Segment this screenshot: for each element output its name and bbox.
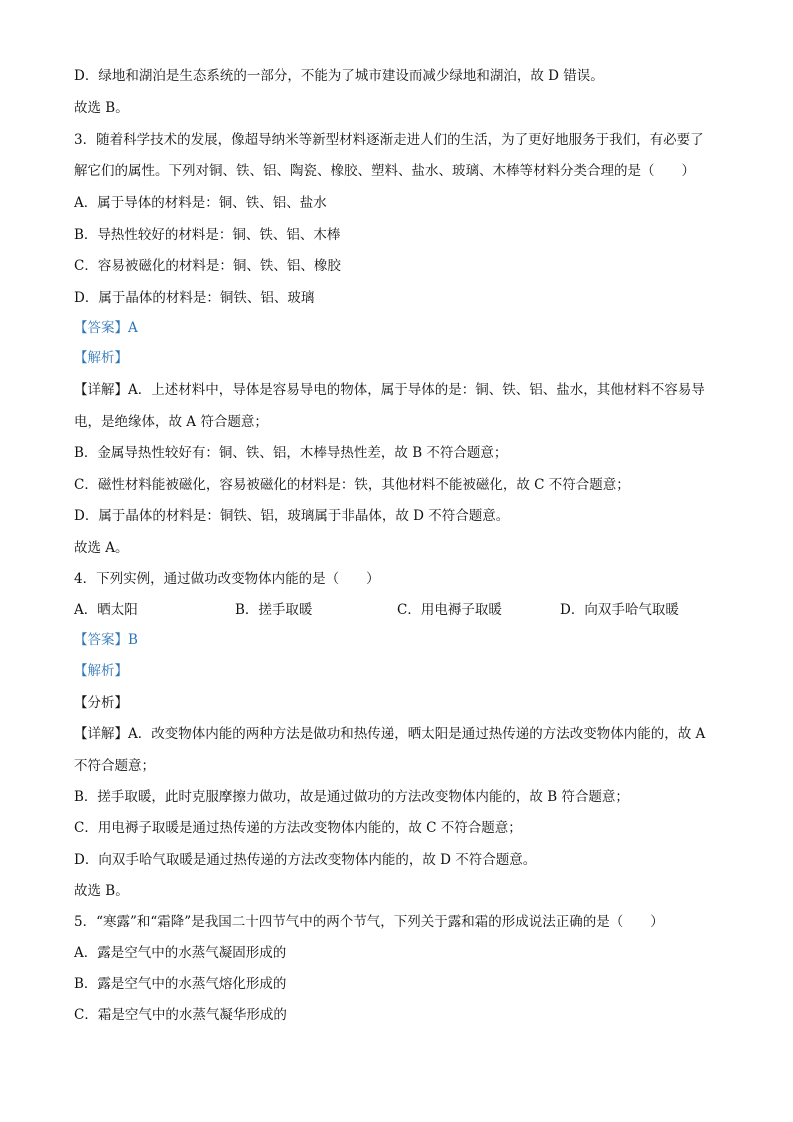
explanation-line: 电，是绝缘体，故 A 符合题意； (74, 414, 268, 430)
question-5-option-b: B．露是空气中的水蒸气熔化形成的 (74, 976, 287, 992)
explanation-line: D．向双手哈气取暖是通过热传递的方法改变物体内能的，故 D 不符合题意。 (74, 852, 537, 868)
conclusion-line: 故选 B。 (74, 883, 129, 899)
question-3-option-a: A．属于导体的材料是：铜、铁、铝、盐水 (74, 195, 327, 211)
question-5-stem: 5．“寒露”和“霜降”是我国二十四节气中的两个节气，下列关于露和霜的形成说法正确的是（ ） (74, 914, 664, 930)
question-3-option-b: B．导热性较好的材料是：铜、铁、铝、木棒 (74, 227, 341, 243)
answer-label: 【答案】A (74, 320, 138, 336)
explanation-line: C．用电褥子取暖是通过热传递的方法改变物体内能的，故 C 不符合题意； (74, 820, 522, 836)
question-3-stem-cont: 解它们的属性。下列对铜、铁、铝、陶瓷、橡胶、塑料、盐水、玻璃、木棒等材料分类合理的是（ ） (74, 163, 695, 179)
analysis-heading: 【分析】 (74, 695, 128, 711)
analysis-label: 【解析】 (74, 663, 128, 679)
explanation-line: 不符合题意； (74, 758, 155, 774)
question-3-stem: 3．随着科学技术的发展，像超导纳米等新型材料逐渐走进人们的生活，为了更好地服务于我们，有必要了 (74, 132, 704, 148)
question-4-option-a: A．晒太阳 (74, 602, 138, 618)
question-4-option-b: B．搓手取暖 (235, 602, 313, 618)
question-3-option-d: D．属于晶体的材料是：铜铁、铝、玻璃 (74, 290, 315, 306)
explanation-line: B．搓手取暖，此时克服摩擦力做功，故是通过做功的方法改变物体内能的，故 B 符合题意； (74, 789, 629, 805)
explanation-line: B．金属导热性较好有：铜、铁、铝，木棒导热性差，故 B 不符合题意； (74, 445, 508, 461)
conclusion-line: 故选 A。 (74, 540, 129, 556)
question-5-option-c: C．霜是空气中的水蒸气凝华形成的 (74, 1007, 287, 1023)
answer-label: 【答案】B (74, 632, 138, 648)
question-4-stem: 4．下列实例，通过做功改变物体内能的是（ ） (74, 571, 380, 587)
question-4-option-d: D．向双手哈气取暖 (560, 602, 679, 618)
question-3-option-c: C．容易被磁化的材料是：铜、铁、铝、橡胶 (74, 258, 341, 274)
explanation-line: D．属于晶体的材料是：铜铁、铝，玻璃属于非晶体，故 D 不符合题意。 (74, 508, 510, 524)
question-4-option-c: C．用电褥子取暖 (397, 602, 502, 618)
explanation-line: C．磁性材料能被磁化，容易被磁化的材料是：铁，其他材料不能被磁化，故 C 不符合题意； (74, 477, 630, 493)
question-5-option-a: A．露是空气中的水蒸气凝固形成的 (74, 945, 287, 961)
analysis-label: 【解析】 (74, 350, 128, 366)
text-line: D．绿地和湖泊是生态系统的一部分，不能为了城市建设而减少绿地和湖泊，故 D 错误。 (74, 68, 604, 84)
explanation-line: 【详解】A．上述材料中，导体是容易导电的物体，属于导体的是：铜、铁、铝、盐水，其他材料不容易导 (74, 382, 705, 398)
text-line: 故选 B。 (74, 100, 129, 116)
explanation-line: 【详解】A．改变物体内能的两种方法是做功和热传递，晒太阳是通过热传递的方法改变物体内能的，故 A (74, 726, 706, 742)
